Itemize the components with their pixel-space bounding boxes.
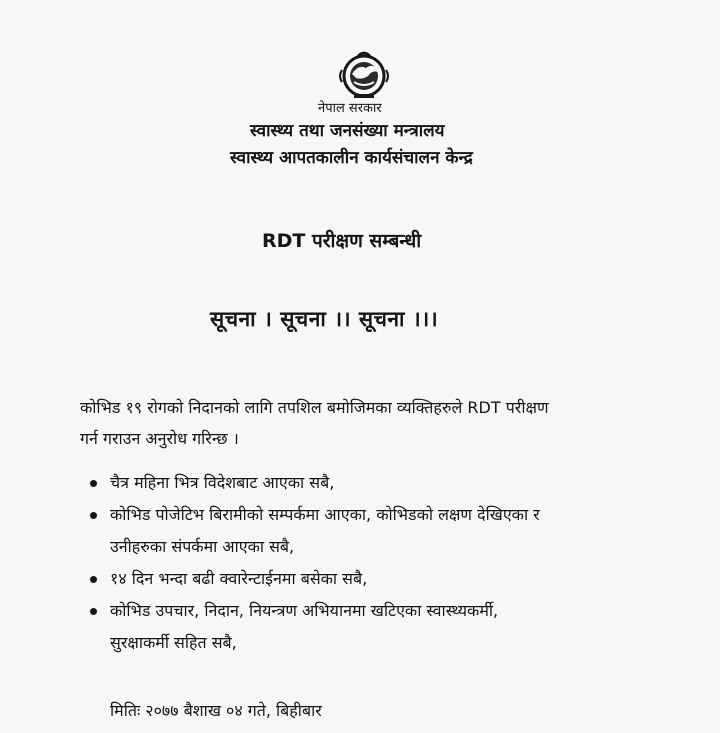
list-item [80,595,670,659]
list-item [80,563,670,595]
notice-heading: सूचना । सूचना ।। सूचना ।।। [210,307,439,331]
list-item-text-continued: उनीहरुका संपर्कमा आएका सबै, [110,537,295,556]
intro-paragraph [80,392,660,454]
center-name: स्वास्थ्य आपतकालीन कार्यसंचालन केन्द्र [230,148,473,168]
bullet-icon [90,576,97,583]
notice-date: मितिः २०७७ बैशाख ०४ गते, बिहीबार [110,701,322,720]
list-item-text: १४ दिन भन्दा बढी क्वारेन्टाईनमा बसेका सबै, [110,569,368,588]
list-item-text-continued: सुरक्षाकर्मी सहित सबै, [110,633,237,652]
list-item [80,499,670,563]
bullet-icon [90,480,97,487]
notice-subject: RDT परीक्षण सम्बन्धी [262,230,422,252]
bullet-icon [90,608,97,615]
nepal-emblem-icon [336,50,392,100]
list-item [80,467,670,499]
intro-line-2: गर्न गराउन अनुरोध गरिन्छ । [80,429,239,448]
list-item-text: कोभिड पोजेटिभ बिरामीको सम्पर्कमा आएका, कोभिडको लक्षण देखिएका र [110,505,540,524]
ministry-name: स्वास्थ्य तथा जनसंख्या मन्त्रालय [250,121,445,141]
list-item-text: चैत्र महिना भित्र विदेशबाट आएका सबै, [110,473,335,492]
bullet-icon [90,512,97,519]
government-name: नेपाल सरकार [318,101,382,116]
intro-line-1: कोभिड १९ रोगको निदानको लागि तपशिल बमोजिमका व्यक्तिहरुले RDT परीक्षण [80,398,549,417]
criteria-list [80,467,670,659]
list-item-text: कोभिड उपचार, निदान, नियन्त्रण अभियानमा खटिएका स्वास्थ्यकर्मी, [110,601,499,620]
